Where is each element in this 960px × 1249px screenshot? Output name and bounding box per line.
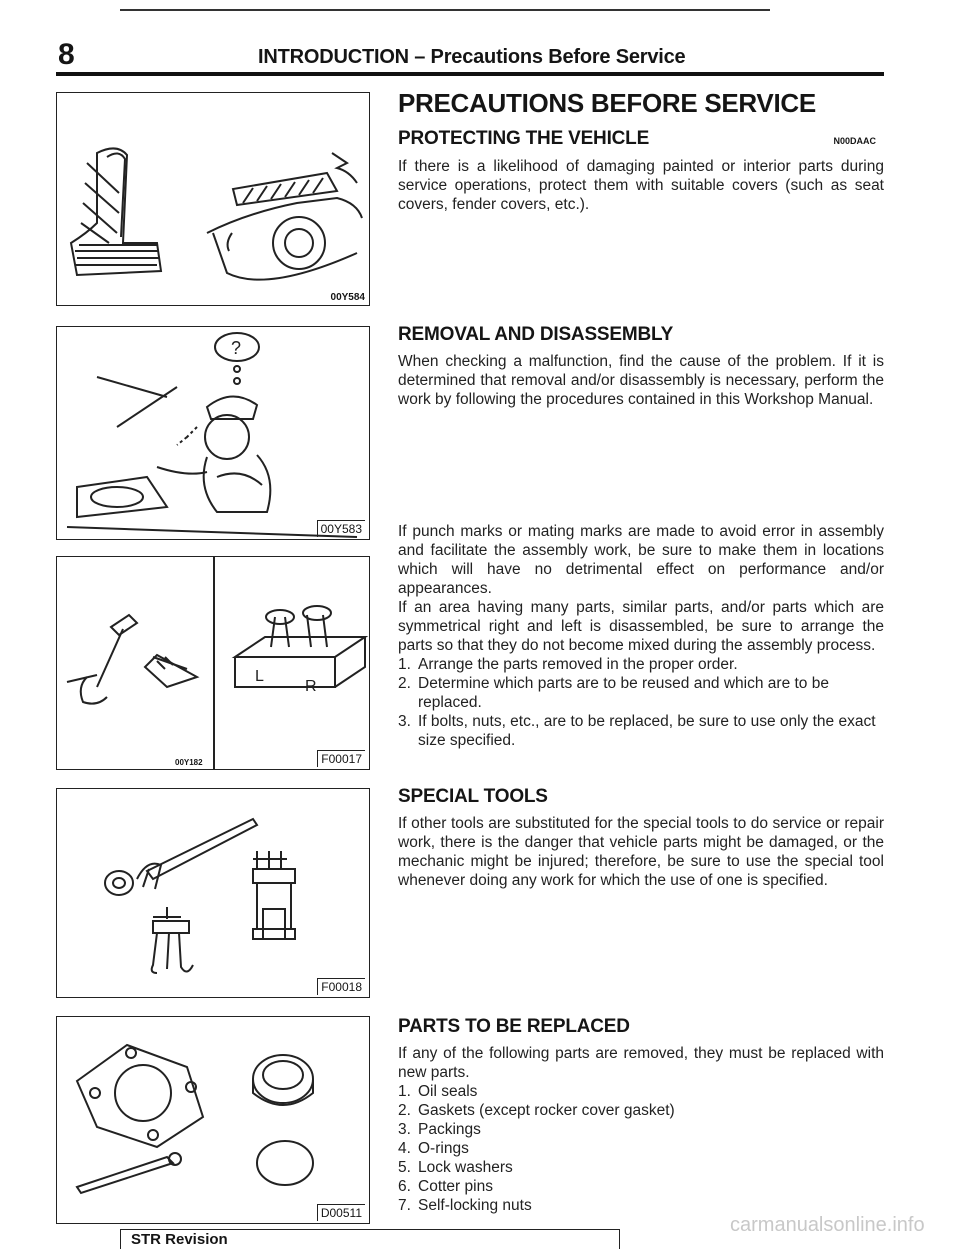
main-title: PRECAUTIONS BEFORE SERVICE (398, 88, 816, 118)
tray-label-left: L (255, 668, 264, 685)
section-parts-replaced (398, 1016, 884, 1215)
list-item: 7. Self-locking nuts (398, 1197, 532, 1214)
top-rule (120, 9, 770, 11)
figure-replacement-parts (56, 1016, 370, 1224)
footer-revision-box (120, 1229, 620, 1249)
punch-mark-illustration (57, 557, 213, 771)
section-protecting (398, 128, 884, 214)
section-title: REMOVAL AND DISASSEMBLY (398, 324, 674, 345)
page-header-title: INTRODUCTION – Precautions Before Service (258, 46, 686, 68)
list-item: 3. If bolts, nuts, etc., are to be replaced, be sure to use only the exact size specified. (398, 713, 876, 749)
lr-parts-tray-illustration (215, 557, 371, 771)
parts-list (398, 1082, 884, 1215)
figure-code-right: F00017 (317, 750, 365, 767)
arrangement-list (398, 655, 884, 750)
section-text: When checking a malfunction, find the cause of the problem. If it is determined that removal and/or disassembly is necessary, perform the work by following the procedures contained in this Workshop Manual. (398, 353, 884, 408)
seat-fender-cover-illustration (57, 93, 371, 307)
section-removal-marks (398, 522, 884, 750)
list-item: 5. Lock washers (398, 1159, 513, 1176)
figure-code: 00Y583 (317, 520, 365, 537)
footer-label: STR Revision (131, 1231, 228, 1248)
section-removal (398, 324, 884, 409)
list-item: 4. O-rings (398, 1140, 469, 1157)
watermark: carmanualsonline.info (730, 1214, 925, 1236)
section-text: If an area having many parts, similar parts, and/or parts which are symmetrical right and left is disassembled, be sure to arrange the parts so that they do not become mixed during the assembly process. (398, 599, 884, 654)
special-tools-illustration (57, 789, 371, 999)
figure-seat-fender-covers (56, 92, 370, 306)
mechanic-illustration (57, 327, 371, 541)
figure-special-tools (56, 788, 370, 998)
header-rule (56, 72, 884, 76)
figure-code: D00511 (317, 1204, 365, 1221)
figure-marks-and-parts-tray (56, 556, 370, 770)
list-item: 3. Packings (398, 1121, 481, 1138)
section-text: If there is a likelihood of damaging painted or interior parts during service operations, protect them with suitable covers (such as seat covers, fender covers, etc.). (398, 158, 884, 213)
section-special-tools (398, 786, 884, 890)
main-title-block (398, 88, 884, 119)
tray-label-right: R (305, 678, 317, 695)
list-item: 1. Oil seals (398, 1083, 478, 1100)
list-item: 6. Cotter pins (398, 1178, 493, 1195)
list-item: 2. Determine which parts are to be reused and which are to be replaced. (398, 675, 829, 711)
replacement-parts-illustration (57, 1017, 371, 1225)
figure-mechanic-diagnosis (56, 326, 370, 540)
list-item: 1. Arrange the parts removed in the proper order. (398, 656, 738, 673)
section-title: SPECIAL TOOLS (398, 786, 548, 807)
svg-text:?: ? (231, 338, 242, 358)
section-text: If any of the following parts are removed, they must be replaced with new parts. (398, 1045, 884, 1081)
section-text: If punch marks or mating marks are made to avoid error in assembly and facilitate the assembly work, be sure to make them in locations which will have no detrimental effect on performance and/or appearances. (398, 523, 884, 597)
figure-code: F00018 (317, 978, 365, 995)
list-item: 2. Gaskets (except rocker cover gasket) (398, 1102, 675, 1119)
section-text: If other tools are substituted for the special tools to do service or repair work, there is the danger that vehicle parts might be damaged, or the mechanic might be injured; therefore, be sure to use the special tool whenever doing any work for which the use of one is specified. (398, 815, 884, 889)
figure-code-left: 00Y182 (175, 758, 203, 767)
section-title: PARTS TO BE REPLACED (398, 1016, 630, 1037)
section-title: PROTECTING THE VEHICLE (398, 128, 650, 149)
page-number: 8 (58, 38, 75, 71)
section-code: N00DAAC (833, 136, 876, 146)
figure-code: 00Y584 (330, 292, 365, 303)
